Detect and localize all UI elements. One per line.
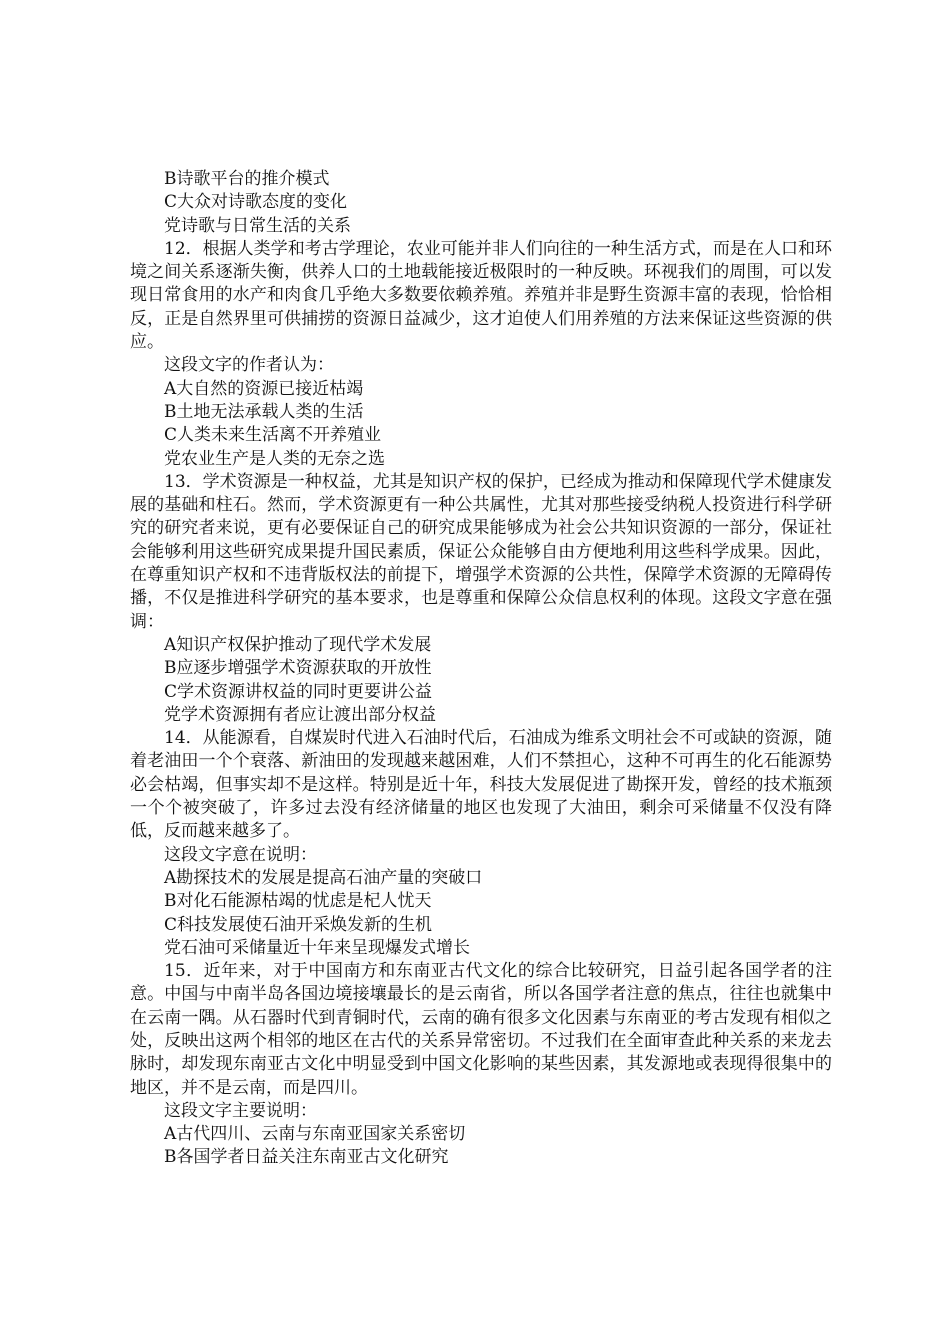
option-line: 党诗歌与日常生活的关系 — [164, 215, 351, 236]
question-prompt: 这段文字意在说明： — [164, 844, 317, 865]
option-line: A知识产权保护推动了现代学术发展 — [164, 634, 432, 655]
option-line: B应逐步增强学术资源获取的开放性 — [164, 658, 432, 679]
question-paragraph: 12．根据人类学和考古学理论，农业可能并非人们向往的一种生活方式，而是在人口和环境之间关系逐渐失衡，供养人口的土地载能接近极限时的一种反映。环视我们的周围，可以发现日常食用的水产和肉食几乎绝大多数要依赖养殖。养殖并非是野生资源丰富的表现，恰恰相反，正是自然界里可供捕捞的资源日益减少，这才迫使人们用养殖的方法来保证这些资源的供应。 — [130, 238, 832, 353]
document-body — [130, 168, 832, 1170]
option-line: A古代四川、云南与东南亚国家关系密切 — [164, 1124, 466, 1145]
question-paragraph: 13．学术资源是一种权益，尤其是知识产权的保护，已经成为推动和保障现代学术健康发展的基础和柱石。然而，学术资源更有一种公共属性，尤其对那些接受纳税人投资进行科学研究的研究者来说，更有必要保证自己的研究成果能够成为社会公共知识资源的一部分，保证社会能够利用这些研究成果提升国民素质，保证公众能够自由方便地利用这些科学成果。因此，在尊重知识产权和不违背版权法的前提下，增强学术资源的公共性，保障学术资源的无障碍传播，不仅是推进科学研究的基本要求，也是尊重和保障公众信息权利的体现。这段文字意在强调： — [130, 471, 832, 632]
option-line: B诗歌平台的推介模式 — [164, 169, 330, 189]
option-line: C大众对诗歌态度的变化 — [164, 192, 348, 213]
option-line: C科技发展使石油开采焕发新的生机 — [164, 914, 433, 935]
question-paragraph: 14．从能源看，自煤炭时代进入石油时代后，石油成为维系文明社会不可或缺的资源，随着老油田一个个衰落、新油田的发现越来越困难，人们不禁担心，这种不可再生的化石能源势必会枯竭，但事实却不是这样。特别是近十年，科技大发展促进了勘探开发，曾经的技术瓶颈一个个被突破了，许多过去没有经济储量的地区也发现了大油田，剩余可采储量不仅没有降低，反而越来越多了。 — [130, 728, 832, 842]
option-line: 党石油可采储量近十年来呈现爆发式增长 — [164, 937, 470, 958]
option-line: 党学术资源拥有者应让渡出部分权益 — [164, 704, 436, 725]
option-line: B对化石能源枯竭的忧虑是杞人忧天 — [164, 891, 432, 912]
question-paragraph: 15．近年来，对于中国南方和东南亚古代文化的综合比较研究，日益引起各国学者的注意。中国与中南半岛各国边境接壤最长的是云南省，所以各国学者注意的焦点，往往也就集中在云南一隅。从石器时代到青铜时代，云南的确有很多文化因素与东南亚的考古发现有相似之处，反映出这两个相邻的地区在古代的关系异常密切。不过我们在全面审查此种关系的来龙去脉时，却发现东南亚古文化中明显受到中国文化影响的某些因素，其发源地或表现得很集中的地区，并不是云南，而是四川。 — [130, 961, 832, 1098]
option-line: A勘探技术的发展是提高石油产量的突破口 — [164, 867, 483, 888]
option-line: C学术资源讲权益的同时更要讲公益 — [164, 681, 433, 702]
option-line: C人类未来生活离不开养殖业 — [164, 425, 382, 446]
option-line: 党农业生产是人类的无奈之选 — [164, 448, 385, 469]
option-line: B土地无法承载人类的生活 — [164, 401, 364, 422]
option-line: A大自然的资源已接近枯竭 — [164, 378, 364, 399]
question-prompt: 这段文字的作者认为： — [164, 355, 334, 376]
question-prompt: 这段文字主要说明： — [164, 1100, 317, 1121]
option-line: B各国学者日益关注东南亚古文化研究 — [164, 1147, 449, 1168]
